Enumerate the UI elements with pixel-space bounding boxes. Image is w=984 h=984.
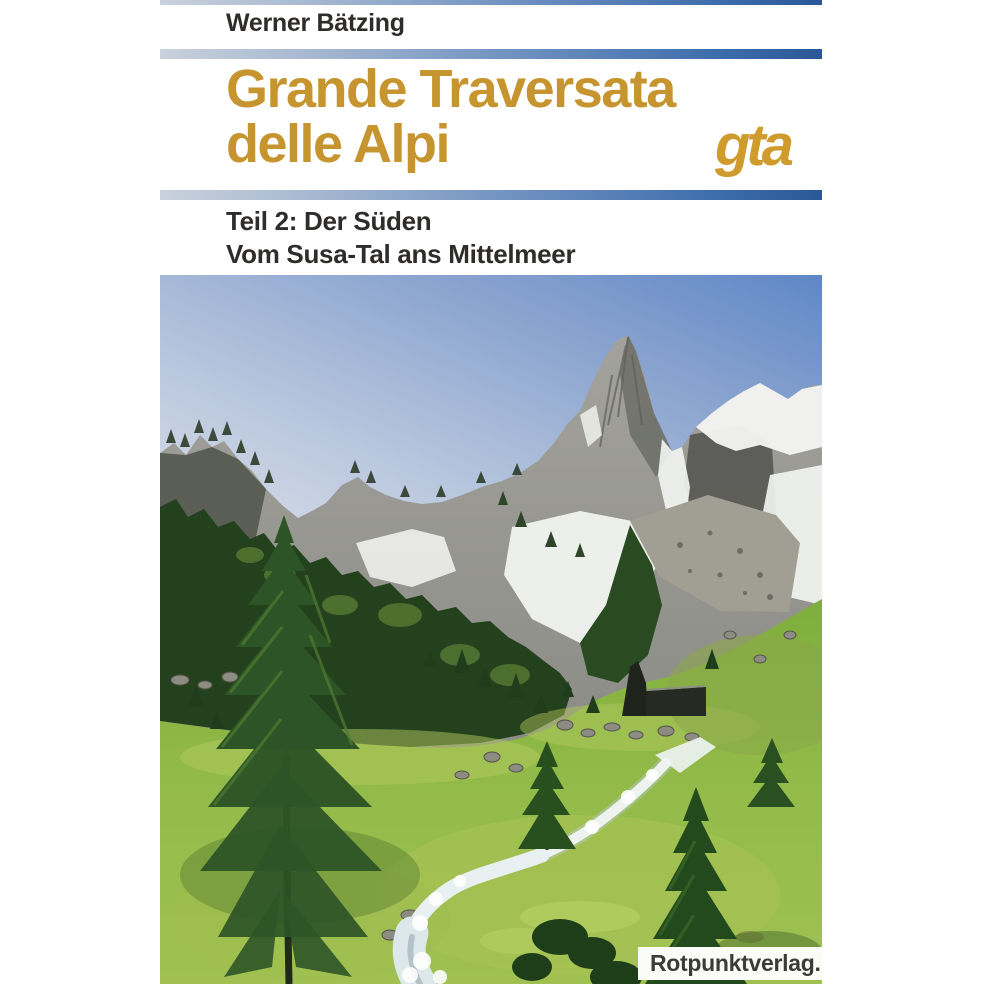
cover-photo bbox=[160, 275, 822, 984]
book-title-line1: Grande Traversata bbox=[226, 59, 675, 119]
divider-bar-upper bbox=[160, 49, 822, 59]
publisher-label bbox=[638, 947, 822, 980]
subtitle bbox=[226, 205, 575, 271]
subtitle-line2: Vom Susa-Tal ans Mittelmeer bbox=[226, 239, 576, 269]
divider-bar-lower bbox=[160, 190, 822, 200]
cover-layout bbox=[160, 0, 822, 984]
subtitle-line1: Teil 2: Der Süden bbox=[226, 206, 432, 236]
book-title-line2: delle Alpi bbox=[226, 114, 450, 174]
book-title bbox=[226, 59, 675, 174]
gta-logo: gta bbox=[715, 113, 790, 178]
alpine-scene-illustration bbox=[160, 275, 822, 984]
publisher-name: Rotpunktverlag. bbox=[650, 950, 821, 976]
top-accent-bar bbox=[160, 0, 822, 5]
author-name: Werner Bätzing bbox=[226, 9, 405, 37]
